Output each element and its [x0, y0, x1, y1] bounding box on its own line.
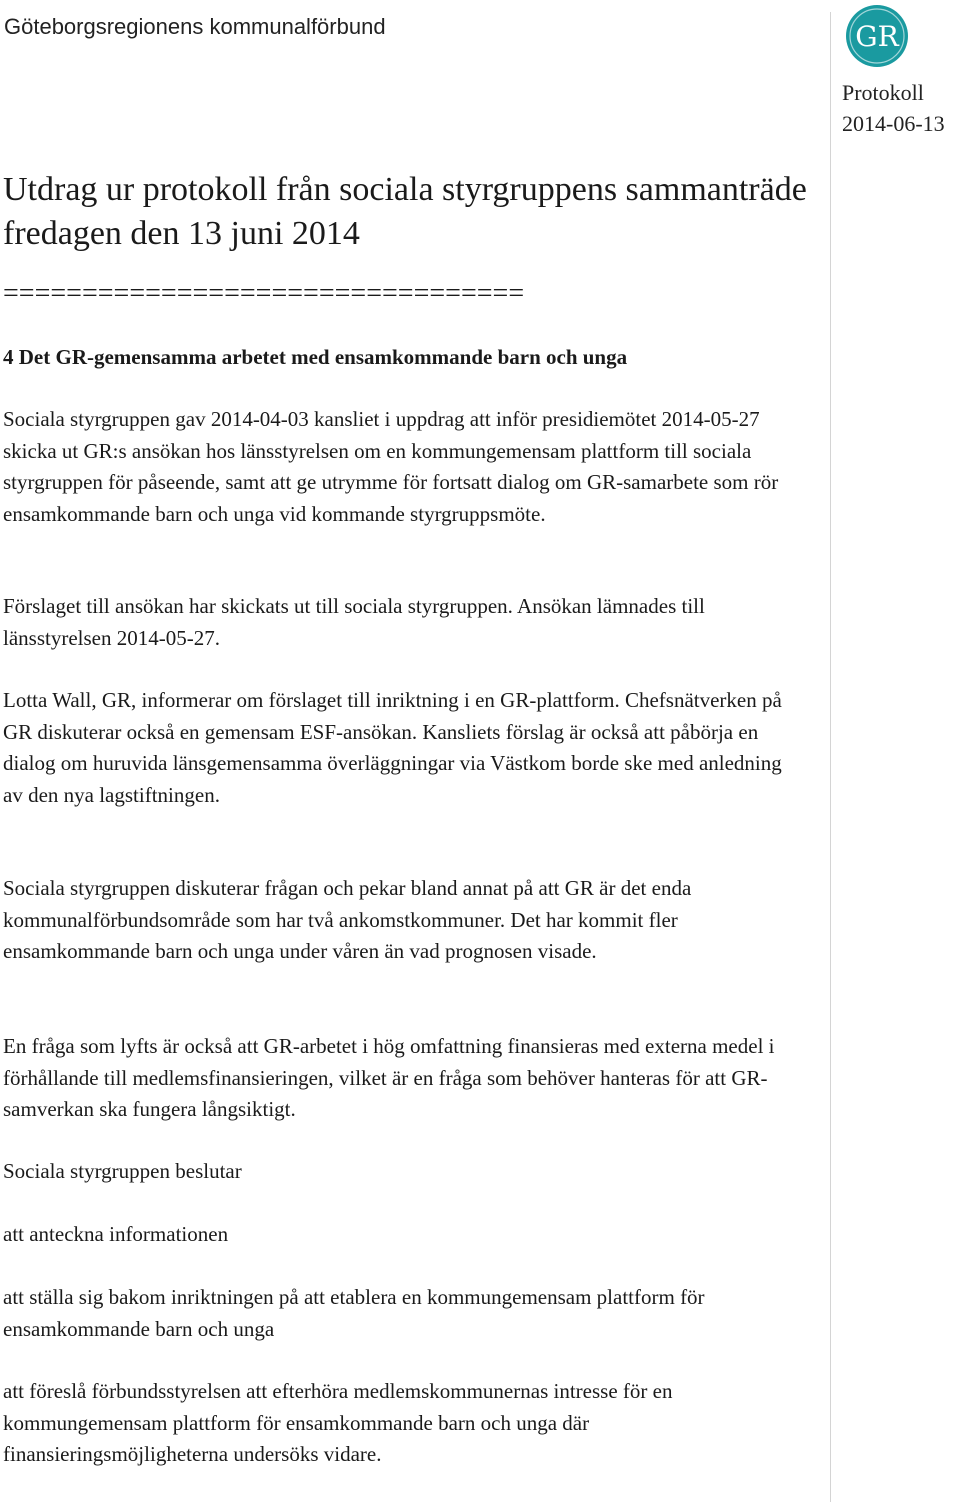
document-date: 2014-06-13	[842, 111, 945, 136]
title-separator: =================================	[3, 278, 525, 309]
decision-item-2: att ställa sig bakom inriktningen på att etablera en kommungemensam plattform för ensamkommande barn och unga	[3, 1285, 705, 1341]
section-heading: 4 Det GR-gemensamma arbetet med ensamkommande barn och unga	[3, 345, 628, 369]
organization-name: Göteborgsregionens kommunalförbund	[4, 14, 386, 39]
paragraph-financing: En fråga som lyfts är också att GR-arbetet i hög omfattning finansieras med externa medel i förhållande till medlemsfinansieringen, vilket är en fråga som behöver hanteras för att GR-samverkan ska fungera långsiktigt.	[3, 1034, 775, 1122]
document-title: Utdrag ur protokoll från sociala styrgruppens sammanträde fredagen den 13 juni 2014	[3, 171, 807, 252]
paragraph-discussion: Sociala styrgruppen diskuterar frågan och pekar bland annat på att GR är det enda kommunalförbundsområde som har två ankomstkommuner. Det har kommit fler ensamkommande barn och unga under våren än vad prognosen visade.	[3, 876, 692, 964]
paragraph-information: Lotta Wall, GR, informerar om förslaget till inriktning i en GR-plattform. Chefsnätverken på GR diskuterar också en gemensam ESF-ansökan. Kansliets förslag är också att påbörja en dialog om huruvida länsgemensamma överläggningar via Västkom borde ske med anledning av den nya lagstiftningen.	[3, 688, 782, 807]
document-type: Protokoll	[842, 80, 924, 105]
paragraph-background: Sociala styrgruppen gav 2014-04-03 kansliet i uppdrag att inför presidiemötet 2014-05-27 skicka ut GR:s ansökan hos länsstyrelsen om en kommungemensam plattform till sociala styrgruppen för påseende, samt att ge utrymme för fortsatt dialog om GR-samarbete som rör ensamkommande barn och unga vid kommande styrgruppsmöte.	[3, 407, 779, 526]
decision-item-3: att föreslå förbundsstyrelsen att efterhöra medlemskommunernas intresse för en kommungemensam plattform för ensamkommande barn och unga där finansieringsmöjligheterna undersöks vidare.	[3, 1379, 673, 1467]
margin-divider	[830, 12, 831, 1502]
gr-logo	[845, 4, 909, 68]
decision-item-1: att anteckna informationen	[3, 1222, 229, 1246]
paragraph-application-status: Förslaget till ansökan har skickats ut till sociala styrgruppen. Ansökan lämnades till länsstyrelsen 2014-05-27.	[3, 594, 705, 650]
logo-text: GR	[855, 20, 899, 53]
decision-intro: Sociala styrgruppen beslutar	[3, 1159, 242, 1183]
